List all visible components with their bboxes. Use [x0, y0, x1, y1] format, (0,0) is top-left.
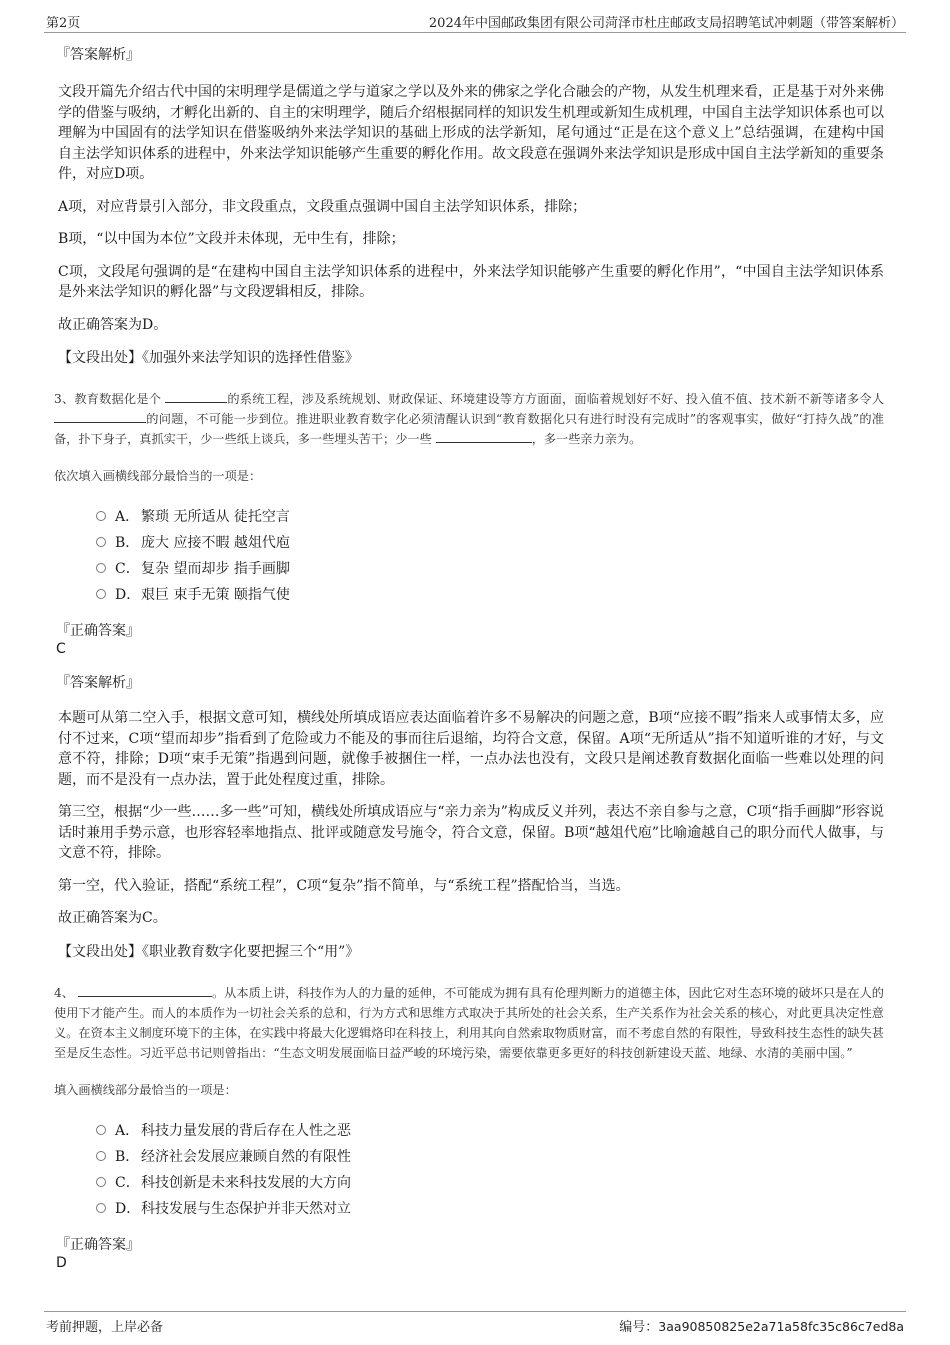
footer-slogan: 考前押题，上岸必备: [46, 1320, 164, 1335]
fill-blank: [78, 983, 212, 997]
option-letter: B．: [115, 535, 140, 551]
q3-instruction: 依次填入画横线部分最恰当的一项是：: [54, 469, 262, 483]
q3-stem: [54, 389, 884, 449]
q3-options: [96, 504, 884, 608]
option-letter: C．: [115, 561, 140, 577]
option-text: 艰巨 束手无策 颐指气使: [141, 587, 290, 603]
q3-text-part: ，多一些亲力亲为。: [531, 432, 642, 446]
radio-button[interactable]: [96, 1203, 106, 1213]
fill-blank: [54, 409, 146, 423]
q3-analysis-paragraph: 本题可从第二空入手，根据文意可知，横线处所填成语应表达面临着许多不易解决的问题之意，B项“应接不暇”指来人或事情太多，应付不过来，C项“望而却步”指看到了危险或力不能及的事而往后退缩，均符合文意，保留。A项“无所适从”指不知道听谁的才好，与文意不符，排除；D项“束手无策”指遇到问题，就像手被捆住一样，一点办法也没有，文段只是阐述教育数据化面临一些难以处理的问题，而不是没有一点办法，置于此处程度过重，排除。: [58, 710, 884, 788]
q4-text: 。从本质上讲，科技作为人的力量的延伸，不可能成为拥有具有伦理判断力的道德主体，因此它对生态环境的破坏只是在人的使用下才能产生。而人的本质作为一切社会关系的总和，行为方式和思维方式取决于其所处的社会关系，生产关系作为社会关系的核心，对此更具决定性意义。在资本主义制度环境下的主体，在实践中将最大化逻辑烙印在科技上，利用其向自然索取物质财富，而不考虑自然的有限性，导致科技生态性的缺失甚至是反生态性。习近平总书记则曾指出：“生态文明发展面临日益严峻的环境污染，需要依靠更多更好的科技创新建设天蓝、地绿、水清的美丽中国。”: [54, 985, 884, 1060]
fill-blank: [165, 389, 227, 403]
q4-instruction: 填入画横线部分最恰当的一项是：: [54, 1082, 237, 1097]
q4-option-a[interactable]: [96, 1118, 884, 1144]
q2-analysis-paragraph: B项，“以中国为本位”文段并未体现，无中生有，排除；: [58, 231, 405, 247]
option-text: 繁琐 无所适从 徒托空言: [141, 509, 290, 525]
q3-analysis-paragraph: 故正确答案为C。: [58, 910, 167, 926]
fill-blank: [436, 429, 532, 443]
q3-analysis-label: 『答案解析』: [56, 675, 140, 691]
radio-button[interactable]: [96, 511, 106, 521]
q2-analysis-paragraph: C项，文段尾句强调的是“在建构中国自主法学知识体系的进程中，外来法学知识能够产生重要的孵化作用”，“中国自主法学知识体系是外来法学知识的孵化器”与文段逻辑相反，排除。: [58, 263, 884, 300]
q4-option-c[interactable]: [96, 1170, 884, 1196]
q3-text-part: 的问题，不可能一步到位。推进职业教育数字化必须清醒认识到“教育数据化只有进行时没有完成时”的客观事实，做好“打持久战”的准备，扑下身子，真抓实干，少一些纸上谈兵，多一些埋头苦干；少一些: [54, 412, 884, 446]
option-text: 庞大 应接不暇 越俎代庖: [141, 535, 290, 551]
q2-analysis-label: 『答案解析』: [56, 47, 140, 63]
code-label: 编号：: [619, 1320, 659, 1335]
q3-option-b[interactable]: [96, 530, 884, 556]
page-content: [54, 44, 885, 1286]
q3-analysis-paragraph: 第一空，代入验证，搭配“系统工程”，C项“复杂”指不简单，与“系统工程”搭配恰当，当选。: [58, 877, 630, 894]
q3-source: 【文段出处】《职业教育数字化要把握三个“用”》: [58, 943, 360, 960]
q3-text-part: 的系统工程，涉及系统规划、财政保证、环境建设等方方面面，面临着规划好不好、投入值不值、技术新不新等诸多令人: [227, 392, 885, 406]
radio-button[interactable]: [96, 1151, 106, 1161]
option-text: 复杂 望而却步 指手画脚: [141, 561, 290, 577]
q4-options: [96, 1118, 884, 1222]
q3-option-d[interactable]: [96, 582, 884, 608]
q4-option-d[interactable]: [96, 1196, 884, 1222]
q3-option-a[interactable]: [96, 504, 884, 530]
radio-button[interactable]: [96, 563, 106, 573]
page-number: 第2页: [46, 16, 81, 31]
q2-analysis-paragraph: 故正确答案为D。: [58, 316, 168, 333]
q3-analysis-paragraph: 第三空，根据“少一些……多一些”可知，横线处所填成语应与“亲力亲为”构成反义并列，表达不亲自参与之意，C项“指手画脚”形容说话时兼用手势示意，也形容轻率地指点、批评或随意发号施令，符合文意，保留。B项“越俎代庖”比喻逾越自己的职分而代人做事，与文意不符，排除。: [58, 804, 884, 861]
radio-button[interactable]: [96, 589, 106, 599]
q3-answer: C: [56, 641, 66, 657]
q3-number: 3、: [54, 392, 75, 406]
q2-analysis-paragraph: A项，对应背景引入部分，非文段重点，文段重点强调中国自主法学知识体系，排除；: [58, 198, 587, 215]
q3-option-c[interactable]: [96, 556, 884, 582]
option-letter: A．: [115, 1122, 140, 1139]
q4-option-b[interactable]: [96, 1144, 884, 1170]
option-letter: D．: [115, 1200, 141, 1217]
option-letter: D．: [115, 587, 141, 603]
q3-answer-label: 『正确答案』: [56, 623, 140, 639]
option-text: 科技发展与生态保护并非天然对立: [141, 1200, 351, 1217]
q4-number: 4、: [54, 985, 75, 1000]
option-letter: C．: [115, 1174, 140, 1191]
code-value: 3aa90850825e2a71a58fc35c86c7ed8a: [658, 1319, 904, 1334]
option-text: 科技力量发展的背后存在人性之恶: [141, 1122, 351, 1139]
radio-button[interactable]: [96, 1177, 106, 1187]
radio-button[interactable]: [96, 537, 106, 547]
q4-stem: [54, 983, 884, 1063]
page-header: [44, 10, 906, 33]
page-footer: [44, 1311, 906, 1338]
q2-source: 【文段出处】《加强外来法学知识的选择性借鉴》: [58, 350, 359, 366]
document-title: 2024年中国邮政集团有限公司菏泽市杜庄邮政支局招聘笔试冲刺题（带答案解析）: [428, 16, 904, 31]
option-letter: B．: [115, 1148, 140, 1165]
option-text: 经济社会发展应兼顾自然的有限性: [141, 1148, 351, 1165]
document-code: [619, 1316, 904, 1335]
q4-answer: D: [56, 1254, 67, 1271]
radio-button[interactable]: [96, 1125, 106, 1135]
q2-analysis-paragraph: 文段开篇先介绍古代中国的宋明理学是儒道之学与道家之学以及外来的佛家之学化合融会的产物，从发生机理来看，正是基于对外来佛学的借鉴与吸纳，才孵化出新的、自主的宋明理学，随后介绍根据同样的知识发生机理或新知生成机理，中国自主法学知识体系也可以理解为中国固有的法学知识在借鉴吸纳外来法学知识的基础上形成的法学新知，尾句通过“正是在这个意义上”总结强调，在建构中国自主法学知识体系的进程中，外来法学知识能够产生重要的孵化作用。故文段意在强调外来法学知识是形成中国自主法学新知的重要条件，对应D项。: [58, 84, 884, 182]
option-letter: A．: [115, 509, 140, 525]
option-text: 科技创新是未来科技发展的大方向: [141, 1174, 351, 1191]
q4-answer-label: 『正确答案』: [56, 1236, 140, 1253]
q3-text-part: 教育数据化是个: [74, 392, 162, 406]
